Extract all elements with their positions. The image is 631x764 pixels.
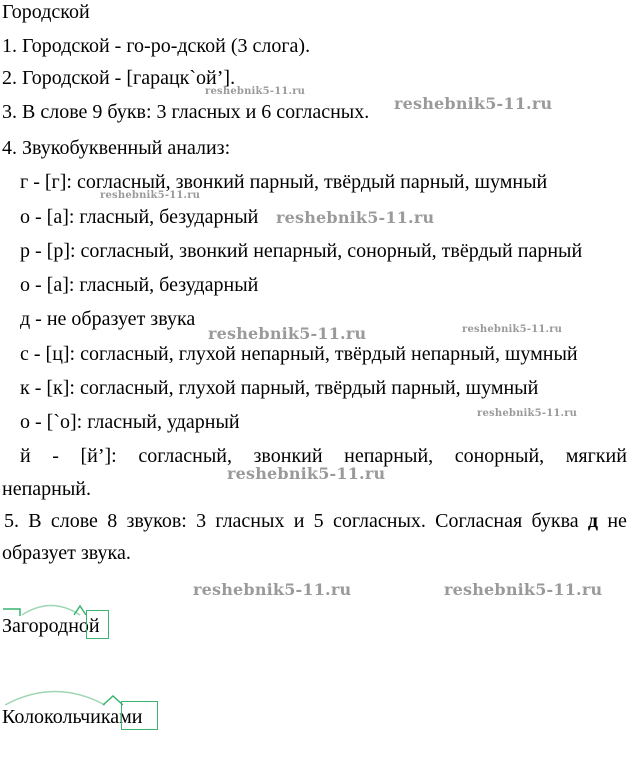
line-5-sounds	[4, 509, 627, 533]
word: и	[293, 510, 305, 532]
word: 3	[196, 510, 207, 532]
word: В	[28, 510, 42, 532]
suffix: ик	[90, 706, 111, 728]
word: буква	[531, 510, 579, 532]
analysis-row: о - [а]: гласный, безударный	[20, 206, 259, 228]
line-4-heading: 4. Звукобуквенный анализ:	[2, 137, 231, 159]
watermark: reshebnik5-11.ru	[276, 208, 435, 227]
ending: ами	[110, 706, 143, 728]
word: 5	[313, 510, 324, 532]
word: сонорный,	[454, 445, 545, 467]
suffix: н	[68, 615, 79, 637]
watermark: reshebnik5-11.ru	[462, 324, 563, 335]
word: звуков:	[126, 510, 187, 532]
watermark: reshebnik5-11.ru	[477, 408, 578, 419]
ending: ой	[78, 615, 100, 637]
prefix-mark-icon	[2, 608, 22, 618]
watermark: reshebnik5-11.ru	[100, 190, 201, 201]
root: Колокольч	[2, 706, 91, 728]
word: [й’]:	[80, 445, 117, 467]
word: гласных	[215, 510, 285, 532]
line-5-continuation: образует звука.	[2, 542, 131, 564]
line-1-syllables: 1. Городской - го-ро-дской (3 слога).	[2, 35, 311, 57]
line-2-transcription: 2. Городской - [гарацк`ой’].	[2, 67, 236, 89]
suffix-mark-icon	[73, 604, 87, 616]
prefix: За	[2, 615, 21, 637]
analysis-row: р - [р]: согласный, звонкий непарный, сонорный, твёрдый парный	[20, 240, 583, 262]
analysis-row-continuation: непарный.	[2, 478, 92, 500]
word: 5.	[4, 510, 19, 532]
root-arc-icon	[21, 602, 81, 616]
analysis-row: с - [ц]: согласный, глухой непарный, твёрдый непарный, шумный	[20, 343, 578, 365]
watermark: reshebnik5-11.ru	[227, 464, 386, 483]
word: -	[52, 445, 59, 467]
word: д	[587, 510, 599, 532]
word: звонкий	[253, 445, 323, 467]
watermark: reshebnik5-11.ru	[208, 324, 367, 343]
watermark: reshebnik5-11.ru	[444, 580, 603, 599]
ending-box-icon	[121, 701, 158, 730]
watermark: reshebnik5-11.ru	[193, 580, 352, 599]
analysis-row: д - не образует звука	[20, 308, 196, 330]
word: й	[20, 445, 31, 467]
word: не	[607, 510, 627, 532]
word: непарный,	[344, 445, 434, 467]
word: мягкий	[565, 445, 627, 467]
root: город	[20, 615, 69, 637]
word: согласных.	[332, 510, 426, 532]
analysis-row: к - [к]: согласный, глухой парный, твёрдый парный, шумный	[20, 377, 539, 399]
watermark: reshebnik5-11.ru	[394, 94, 553, 113]
analysis-row: о - [а]: гласный, безударный	[20, 274, 259, 296]
ending-box-icon	[86, 610, 109, 639]
word: Согласная	[435, 510, 523, 532]
analysis-row: г - [г]: согласный, звонкий парный, твёрдый парный, шумный	[20, 171, 548, 193]
analysis-row: о - [`о]: гласный, ударный	[20, 411, 240, 433]
word: слове	[50, 510, 98, 532]
word: согласный,	[138, 445, 232, 467]
document-title: Городской	[2, 1, 90, 23]
line-3-letters: 3. В слове 9 букв: 3 гласных и 6 согласных.	[2, 101, 370, 123]
word: 8	[107, 510, 118, 532]
root-arc-icon	[4, 686, 106, 706]
watermark: reshebnik5-11.ru	[205, 86, 306, 97]
